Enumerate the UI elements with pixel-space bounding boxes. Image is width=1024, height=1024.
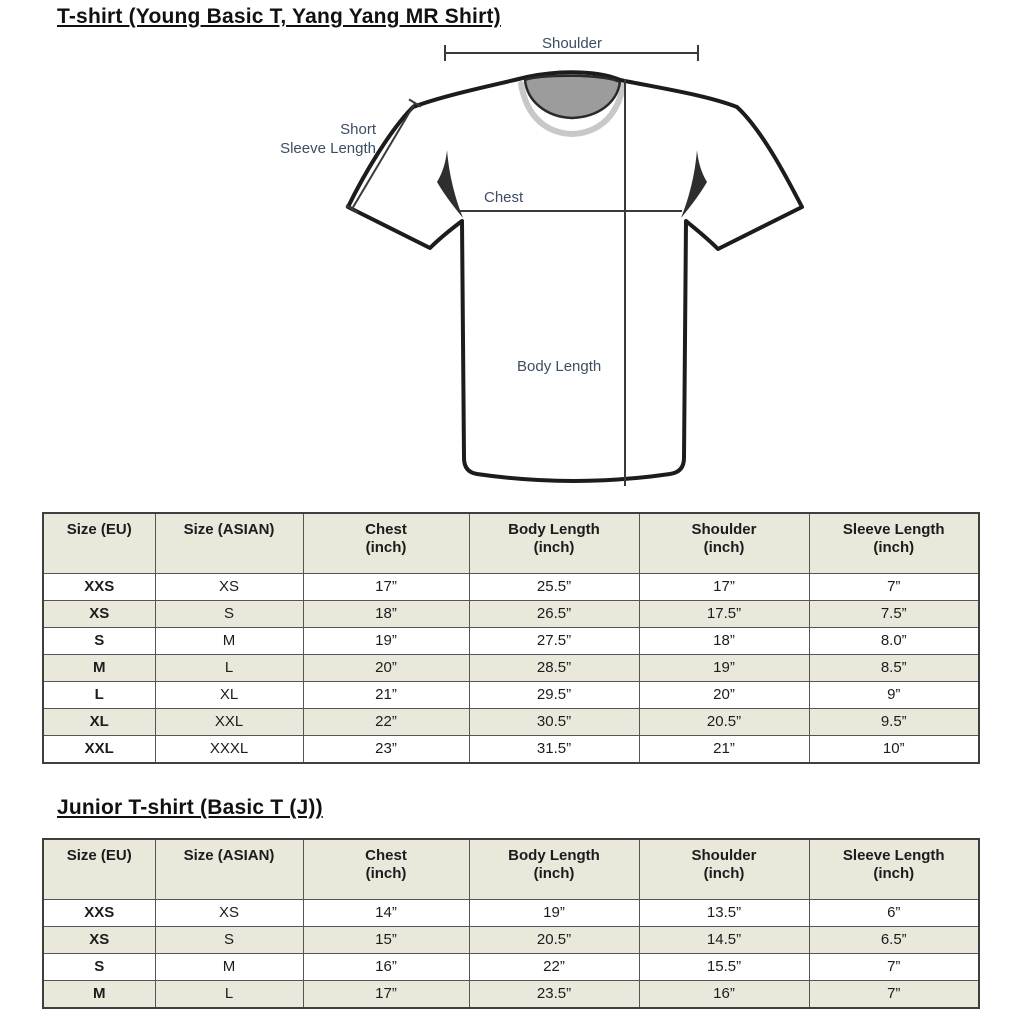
table-cell: M [155, 628, 303, 655]
page-title: T-shirt (Young Basic T, Yang Yang MR Shirt) [57, 5, 501, 28]
size-eu-cell: XS [43, 927, 155, 954]
table-row [43, 981, 979, 1009]
column-header: Chest (inch) [303, 839, 469, 900]
column-header: Chest (inch) [303, 513, 469, 574]
column-header: Size (ASIAN) [155, 839, 303, 900]
table-cell: 15” [303, 927, 469, 954]
size-eu-cell: XXL [43, 736, 155, 764]
table-cell: 7” [809, 954, 979, 981]
table-cell: 7” [809, 574, 979, 601]
table-cell: 8.5” [809, 655, 979, 682]
size-eu-cell: M [43, 655, 155, 682]
table-cell: 26.5” [469, 601, 639, 628]
sleeve-label-line2: Sleeve Length [280, 140, 376, 157]
table-row [43, 574, 979, 601]
tshirt-measurement-diagram [260, 30, 820, 510]
chest-label: Chest [484, 189, 524, 206]
table-cell: 9” [809, 682, 979, 709]
table-row [43, 709, 979, 736]
table-cell: 30.5” [469, 709, 639, 736]
table-cell: 20.5” [639, 709, 809, 736]
table-cell: 18” [303, 601, 469, 628]
table-cell: 23.5” [469, 981, 639, 1009]
table-cell: 14.5” [639, 927, 809, 954]
sleeve-label-line1: Short [340, 121, 376, 138]
table-cell: S [155, 927, 303, 954]
table-cell: M [155, 954, 303, 981]
column-header: Body Length (inch) [469, 513, 639, 574]
shoulder-label: Shoulder [541, 35, 603, 52]
table-cell: XL [155, 682, 303, 709]
column-header: Size (ASIAN) [155, 513, 303, 574]
table-cell: 8.0” [809, 628, 979, 655]
size-eu-cell: XXS [43, 574, 155, 601]
table-row [43, 900, 979, 927]
table-row [43, 954, 979, 981]
column-header: Sleeve Length (inch) [809, 513, 979, 574]
table-cell: 27.5” [469, 628, 639, 655]
table-cell: 10” [809, 736, 979, 764]
column-header: Size (EU) [43, 513, 155, 574]
table-cell: 23” [303, 736, 469, 764]
table-row [43, 927, 979, 954]
adult-table-header [43, 513, 979, 574]
table-cell: 16” [639, 981, 809, 1009]
table-cell: XS [155, 900, 303, 927]
table-cell: 17” [303, 981, 469, 1009]
table-cell: 19” [303, 628, 469, 655]
table-cell: 29.5” [469, 682, 639, 709]
table-cell: 15.5” [639, 954, 809, 981]
tshirt-diagram-svg [260, 30, 820, 510]
adult-size-table [42, 512, 980, 764]
table-cell: 22” [469, 954, 639, 981]
body-length-label: Body Length [517, 358, 602, 375]
junior-section-title: Junior T-shirt (Basic T (J)) [57, 796, 323, 819]
size-eu-cell: M [43, 981, 155, 1009]
table-cell: 16” [303, 954, 469, 981]
table-row [43, 655, 979, 682]
table-cell: 7” [809, 981, 979, 1009]
column-header: Size (EU) [43, 839, 155, 900]
table-row [43, 682, 979, 709]
table-cell: XXXL [155, 736, 303, 764]
table-cell: L [155, 981, 303, 1009]
table-cell: 20” [639, 682, 809, 709]
junior-table-header [43, 839, 979, 900]
size-eu-cell: S [43, 954, 155, 981]
size-eu-cell: XXS [43, 900, 155, 927]
table-cell: 7.5” [809, 601, 979, 628]
table-cell: L [155, 655, 303, 682]
size-eu-cell: L [43, 682, 155, 709]
table-row [43, 601, 979, 628]
table-cell: 22” [303, 709, 469, 736]
table-cell: 17.5” [639, 601, 809, 628]
table-cell: 19” [469, 900, 639, 927]
table-row [43, 736, 979, 764]
table-cell: 25.5” [469, 574, 639, 601]
table-cell: 21” [639, 736, 809, 764]
column-header: Body Length (inch) [469, 839, 639, 900]
table-cell: 17” [303, 574, 469, 601]
table-cell: 19” [639, 655, 809, 682]
table-cell: 6” [809, 900, 979, 927]
table-cell: 9.5” [809, 709, 979, 736]
table-cell: S [155, 601, 303, 628]
size-eu-cell: XL [43, 709, 155, 736]
table-row [43, 628, 979, 655]
table-cell: 20” [303, 655, 469, 682]
table-cell: 18” [639, 628, 809, 655]
size-eu-cell: S [43, 628, 155, 655]
table-cell: 17” [639, 574, 809, 601]
table-cell: 20.5” [469, 927, 639, 954]
table-cell: 28.5” [469, 655, 639, 682]
table-cell: 31.5” [469, 736, 639, 764]
table-cell: 13.5” [639, 900, 809, 927]
table-cell: 6.5” [809, 927, 979, 954]
table-cell: XXL [155, 709, 303, 736]
table-cell: XS [155, 574, 303, 601]
junior-size-table [42, 838, 980, 1009]
size-eu-cell: XS [43, 601, 155, 628]
column-header: Shoulder (inch) [639, 839, 809, 900]
table-cell: 21” [303, 682, 469, 709]
column-header: Sleeve Length (inch) [809, 839, 979, 900]
column-header: Shoulder (inch) [639, 513, 809, 574]
table-cell: 14” [303, 900, 469, 927]
